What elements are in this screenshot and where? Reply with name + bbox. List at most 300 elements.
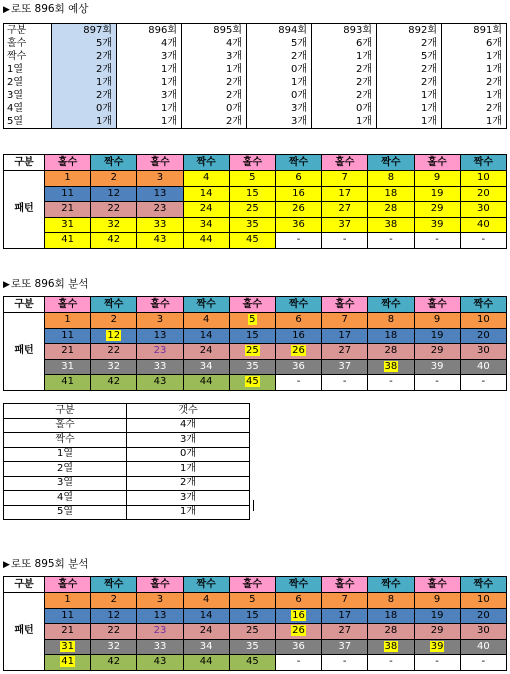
row-label: 5열 bbox=[4, 115, 52, 129]
number-cell: 33 bbox=[137, 639, 183, 655]
count-value: 1개 bbox=[127, 462, 250, 477]
number-cell: 23 bbox=[137, 344, 183, 360]
pattern-header-cell: 홀수 bbox=[322, 155, 368, 171]
column-header: 897회 bbox=[52, 24, 117, 38]
number-cell: 21 bbox=[45, 202, 91, 218]
number-cell: 24 bbox=[183, 624, 229, 640]
row-label: 3열 bbox=[4, 476, 127, 491]
number-cell: 18 bbox=[368, 186, 414, 202]
number-cell: 14 bbox=[183, 608, 229, 624]
count-cell: 3개 bbox=[247, 115, 312, 129]
column-header: 구분 bbox=[4, 404, 127, 419]
column-header: 구분 bbox=[4, 24, 52, 38]
number-cell: - bbox=[322, 655, 368, 671]
count-cell: 1개 bbox=[442, 50, 507, 63]
number-cell: 9 bbox=[414, 593, 460, 609]
number-cell: 20 bbox=[460, 608, 506, 624]
number-cell: 42 bbox=[91, 375, 137, 391]
pattern-row bbox=[4, 171, 507, 187]
number-cell: 6 bbox=[275, 313, 321, 329]
triangle-bullet-icon: ▶ bbox=[3, 280, 10, 290]
pattern-header-row bbox=[4, 297, 507, 313]
pattern-header-cell: 홀수 bbox=[229, 155, 275, 171]
number-cell: 21 bbox=[45, 344, 91, 360]
row-label: 5열 bbox=[4, 505, 127, 520]
number-cell: 10 bbox=[460, 171, 506, 187]
number-cell bbox=[229, 313, 275, 329]
count-value: 4개 bbox=[127, 418, 250, 433]
number-cell: 18 bbox=[368, 608, 414, 624]
number-cell: 34 bbox=[183, 359, 229, 375]
pattern-header-cell: 홀수 bbox=[45, 577, 91, 593]
count-cell: 4개 bbox=[117, 37, 182, 50]
count-value: 2개 bbox=[127, 476, 250, 491]
row-label: 홀수 bbox=[4, 418, 127, 433]
number-cell: 25 bbox=[229, 624, 275, 640]
pattern-chart-prediction bbox=[3, 154, 507, 249]
row-label: 2열 bbox=[4, 76, 52, 89]
number-cell: 31 bbox=[45, 359, 91, 375]
number-cell: 17 bbox=[322, 186, 368, 202]
number-cell: 41 bbox=[45, 233, 91, 249]
number-cell: 28 bbox=[368, 202, 414, 218]
pattern-header-label: 구분 bbox=[4, 297, 45, 313]
number-cell: 45 bbox=[229, 655, 275, 671]
pattern-header-cell: 짝수 bbox=[275, 577, 321, 593]
pattern-header-cell: 홀수 bbox=[229, 297, 275, 313]
number-cell: 11 bbox=[45, 186, 91, 202]
number-cell: 1 bbox=[45, 313, 91, 329]
count-cell: 3개 bbox=[117, 50, 182, 63]
number-cell: 28 bbox=[368, 624, 414, 640]
number-cell: 10 bbox=[460, 313, 506, 329]
count-cell: 1개 bbox=[312, 50, 377, 63]
number-cell: 36 bbox=[275, 639, 321, 655]
pattern-header-cell: 홀수 bbox=[137, 577, 183, 593]
column-header: 895회 bbox=[182, 24, 247, 38]
pattern-header-cell: 짝수 bbox=[183, 577, 229, 593]
number-cell: 20 bbox=[460, 328, 506, 344]
pattern-label: 패턴 bbox=[4, 171, 45, 249]
number-cell: 8 bbox=[368, 593, 414, 609]
number-cell: 40 bbox=[460, 639, 506, 655]
number-cell: 30 bbox=[460, 202, 506, 218]
number-cell: 3 bbox=[137, 313, 183, 329]
number-cell: 37 bbox=[322, 639, 368, 655]
prediction-row bbox=[4, 50, 507, 63]
count-header-row bbox=[4, 404, 250, 419]
number-cell: 13 bbox=[137, 328, 183, 344]
number-cell: 1 bbox=[45, 593, 91, 609]
count-row bbox=[4, 491, 250, 506]
pattern-header-cell: 짝수 bbox=[460, 577, 506, 593]
count-value: 0개 bbox=[127, 447, 250, 462]
pattern-chart-895 bbox=[3, 576, 507, 671]
number-cell: 44 bbox=[183, 375, 229, 391]
column-header: 893회 bbox=[312, 24, 377, 38]
number-cell bbox=[45, 639, 91, 655]
row-label: 홀수 bbox=[4, 37, 52, 50]
count-cell: 0개 bbox=[52, 102, 117, 115]
number-cell: 27 bbox=[322, 624, 368, 640]
number-cell: 38 bbox=[368, 217, 414, 233]
number-cell bbox=[229, 344, 275, 360]
number-cell: 6 bbox=[275, 171, 321, 187]
triangle-bullet-icon: ▶ bbox=[3, 5, 10, 15]
number-cell: 41 bbox=[45, 375, 91, 391]
pattern-row bbox=[4, 375, 507, 391]
pattern-header-cell: 짝수 bbox=[275, 297, 321, 313]
pattern-header-cell: 짝수 bbox=[368, 297, 414, 313]
prediction-row bbox=[4, 115, 507, 129]
count-cell: 1개 bbox=[377, 89, 442, 102]
prediction-heading bbox=[3, 2, 88, 16]
number-cell: - bbox=[322, 233, 368, 249]
pattern-row bbox=[4, 359, 507, 375]
number-cell: 37 bbox=[322, 359, 368, 375]
number-cell bbox=[275, 624, 321, 640]
column-header: 894회 bbox=[247, 24, 312, 38]
number-cell: - bbox=[414, 233, 460, 249]
number-cell: 10 bbox=[460, 593, 506, 609]
number-cell: 8 bbox=[368, 171, 414, 187]
count-table-896 bbox=[3, 403, 250, 520]
triangle-bullet-icon: ▶ bbox=[3, 560, 10, 570]
row-label: 짝수 bbox=[4, 50, 52, 63]
prediction-row bbox=[4, 76, 507, 89]
row-label: 짝수 bbox=[4, 433, 127, 448]
number-cell bbox=[275, 344, 321, 360]
number-cell: 32 bbox=[91, 359, 137, 375]
pattern-header-cell: 홀수 bbox=[137, 155, 183, 171]
count-cell: 6개 bbox=[312, 37, 377, 50]
number-cell: 16 bbox=[275, 328, 321, 344]
count-row bbox=[4, 418, 250, 433]
winning-number: 38 bbox=[384, 640, 398, 652]
count-cell: 5개 bbox=[247, 37, 312, 50]
count-cell: 5개 bbox=[377, 50, 442, 63]
number-cell: 9 bbox=[414, 313, 460, 329]
analysis-896-heading bbox=[3, 277, 88, 291]
number-cell: 31 bbox=[45, 217, 91, 233]
prediction-row bbox=[4, 63, 507, 76]
number-cell: 39 bbox=[414, 359, 460, 375]
number-cell: 16 bbox=[275, 186, 321, 202]
count-cell: 1개 bbox=[442, 89, 507, 102]
number-cell: 20 bbox=[460, 186, 506, 202]
count-value: 3개 bbox=[127, 491, 250, 506]
number-cell: 23 bbox=[137, 624, 183, 640]
number-cell: - bbox=[460, 375, 506, 391]
count-cell: 1개 bbox=[312, 115, 377, 129]
count-value: 3개 bbox=[127, 433, 250, 448]
number-cell: 30 bbox=[460, 344, 506, 360]
number-cell: 8 bbox=[368, 313, 414, 329]
pattern-header-row bbox=[4, 577, 507, 593]
row-label: 1열 bbox=[4, 63, 52, 76]
prediction-row bbox=[4, 102, 507, 115]
number-cell bbox=[45, 655, 91, 671]
pattern-row bbox=[4, 624, 507, 640]
count-cell: 0개 bbox=[247, 89, 312, 102]
pattern-header-cell: 짝수 bbox=[460, 297, 506, 313]
number-cell: - bbox=[275, 655, 321, 671]
count-cell: 2개 bbox=[182, 76, 247, 89]
pattern-header-cell: 홀수 bbox=[414, 155, 460, 171]
winning-number: 16 bbox=[292, 609, 305, 621]
number-cell: 9 bbox=[414, 171, 460, 187]
number-cell: 18 bbox=[368, 328, 414, 344]
count-cell: 3개 bbox=[247, 102, 312, 115]
pattern-row bbox=[4, 186, 507, 202]
pattern-header-cell: 짝수 bbox=[275, 155, 321, 171]
count-cell: 2개 bbox=[442, 102, 507, 115]
count-cell: 2개 bbox=[377, 63, 442, 76]
row-label: 4열 bbox=[4, 491, 127, 506]
number-cell: 4 bbox=[183, 171, 229, 187]
pattern-header-label: 구분 bbox=[4, 155, 45, 171]
count-cell: 2개 bbox=[442, 76, 507, 89]
count-cell: 0개 bbox=[312, 102, 377, 115]
analysis-896-heading-text: 로또 896회 분석 bbox=[10, 278, 89, 290]
number-cell: 43 bbox=[137, 655, 183, 671]
number-cell: - bbox=[414, 375, 460, 391]
row-label: 2열 bbox=[4, 462, 127, 477]
pattern-header-cell: 짝수 bbox=[368, 577, 414, 593]
pattern-row bbox=[4, 593, 507, 609]
number-cell: 32 bbox=[91, 217, 137, 233]
pattern-header-cell: 짝수 bbox=[183, 297, 229, 313]
number-cell: 3 bbox=[137, 171, 183, 187]
number-cell: 15 bbox=[229, 608, 275, 624]
count-row bbox=[4, 505, 250, 520]
analysis-895-heading-text: 로또 895회 분석 bbox=[10, 558, 89, 570]
number-cell: 30 bbox=[460, 624, 506, 640]
count-row bbox=[4, 433, 250, 448]
column-header: 갯수 bbox=[127, 404, 250, 419]
number-cell: 32 bbox=[91, 639, 137, 655]
pattern-header-cell: 짝수 bbox=[91, 297, 137, 313]
row-label: 1열 bbox=[4, 447, 127, 462]
number-cell: 11 bbox=[45, 608, 91, 624]
count-cell: 1개 bbox=[52, 76, 117, 89]
number-cell: 44 bbox=[183, 655, 229, 671]
pattern-header-cell: 짝수 bbox=[91, 577, 137, 593]
number-cell: 43 bbox=[137, 375, 183, 391]
number-cell: 40 bbox=[460, 359, 506, 375]
count-cell: 1개 bbox=[182, 63, 247, 76]
winning-number: 26 bbox=[292, 625, 305, 637]
number-cell: 45 bbox=[229, 233, 275, 249]
number-cell: 37 bbox=[322, 217, 368, 233]
count-cell: 2개 bbox=[182, 89, 247, 102]
number-cell: 14 bbox=[183, 186, 229, 202]
number-cell: 17 bbox=[322, 328, 368, 344]
pattern-header-cell: 짝수 bbox=[183, 155, 229, 171]
number-cell: 33 bbox=[137, 359, 183, 375]
number-cell: 21 bbox=[45, 624, 91, 640]
number-cell: 24 bbox=[183, 344, 229, 360]
analysis-895-heading bbox=[3, 557, 88, 571]
pattern-header-cell: 홀수 bbox=[322, 577, 368, 593]
number-cell: 22 bbox=[91, 344, 137, 360]
number-cell: 27 bbox=[322, 344, 368, 360]
number-cell: 14 bbox=[183, 328, 229, 344]
pattern-row bbox=[4, 344, 507, 360]
count-cell: 3개 bbox=[117, 89, 182, 102]
count-cell: 2개 bbox=[52, 89, 117, 102]
prediction-table bbox=[3, 23, 507, 129]
column-header: 892회 bbox=[377, 24, 442, 38]
number-cell: 27 bbox=[322, 202, 368, 218]
number-cell: 29 bbox=[414, 344, 460, 360]
count-cell: 1개 bbox=[377, 115, 442, 129]
pattern-label: 패턴 bbox=[4, 593, 45, 671]
column-header: 891회 bbox=[442, 24, 507, 38]
prediction-row bbox=[4, 37, 507, 50]
number-cell: - bbox=[322, 375, 368, 391]
row-label: 3열 bbox=[4, 89, 52, 102]
count-cell: 3개 bbox=[182, 50, 247, 63]
number-cell: 15 bbox=[229, 186, 275, 202]
pattern-row bbox=[4, 313, 507, 329]
winning-number: 38 bbox=[384, 360, 398, 372]
winning-number: 5 bbox=[249, 314, 256, 326]
number-cell bbox=[368, 359, 414, 375]
number-cell: 29 bbox=[414, 624, 460, 640]
number-cell: 36 bbox=[275, 217, 321, 233]
number-cell: 2 bbox=[91, 313, 137, 329]
number-cell: 19 bbox=[414, 328, 460, 344]
count-cell: 1개 bbox=[117, 115, 182, 129]
number-cell: - bbox=[275, 375, 321, 391]
count-cell: 2개 bbox=[312, 89, 377, 102]
pattern-header-cell: 홀수 bbox=[45, 297, 91, 313]
number-cell: 42 bbox=[91, 233, 137, 249]
number-cell: 7 bbox=[322, 313, 368, 329]
pattern-row bbox=[4, 217, 507, 233]
number-cell bbox=[414, 639, 460, 655]
count-cell: 2개 bbox=[312, 76, 377, 89]
number-cell: 36 bbox=[275, 359, 321, 375]
pattern-header-row bbox=[4, 155, 507, 171]
number-cell: 44 bbox=[183, 233, 229, 249]
pattern-header-cell: 홀수 bbox=[414, 297, 460, 313]
number-cell: 35 bbox=[229, 359, 275, 375]
number-cell: 2 bbox=[91, 593, 137, 609]
number-cell: - bbox=[368, 375, 414, 391]
pattern-header-label: 구분 bbox=[4, 577, 45, 593]
pattern-header-cell: 짝수 bbox=[368, 155, 414, 171]
number-cell: 40 bbox=[460, 217, 506, 233]
pattern-header-cell: 짝수 bbox=[460, 155, 506, 171]
number-cell: 5 bbox=[229, 593, 275, 609]
winning-number: 12 bbox=[107, 329, 121, 341]
number-cell: 42 bbox=[91, 655, 137, 671]
number-cell: - bbox=[460, 233, 506, 249]
number-cell: 24 bbox=[183, 202, 229, 218]
pattern-header-cell: 짝수 bbox=[91, 155, 137, 171]
number-cell: 26 bbox=[275, 202, 321, 218]
number-cell: - bbox=[275, 233, 321, 249]
number-cell: 43 bbox=[137, 233, 183, 249]
count-cell: 2개 bbox=[247, 50, 312, 63]
count-row bbox=[4, 476, 250, 491]
number-cell: - bbox=[414, 655, 460, 671]
prediction-heading-text: 로또 896회 예상 bbox=[10, 3, 89, 15]
number-cell: 17 bbox=[322, 608, 368, 624]
count-cell: 1개 bbox=[377, 102, 442, 115]
number-cell: 4 bbox=[183, 313, 229, 329]
number-cell: 12 bbox=[91, 608, 137, 624]
pattern-chart-896 bbox=[3, 296, 507, 391]
count-cell: 6개 bbox=[442, 37, 507, 50]
number-cell: 39 bbox=[414, 217, 460, 233]
winning-number: 41 bbox=[61, 656, 74, 668]
prediction-header-row bbox=[4, 24, 507, 38]
pattern-header-cell: 홀수 bbox=[322, 297, 368, 313]
number-cell: 12 bbox=[91, 186, 137, 202]
number-cell: 33 bbox=[137, 217, 183, 233]
number-cell: 35 bbox=[229, 639, 275, 655]
column-header: 896회 bbox=[117, 24, 182, 38]
number-cell: 34 bbox=[183, 639, 229, 655]
number-cell: 23 bbox=[137, 202, 183, 218]
prediction-row bbox=[4, 89, 507, 102]
number-cell: 13 bbox=[137, 186, 183, 202]
count-cell: 2개 bbox=[377, 37, 442, 50]
count-row bbox=[4, 462, 250, 477]
pattern-header-cell: 홀수 bbox=[137, 297, 183, 313]
number-cell: 11 bbox=[45, 328, 91, 344]
count-row bbox=[4, 447, 250, 462]
count-cell: 1개 bbox=[52, 115, 117, 129]
number-cell: 5 bbox=[229, 171, 275, 187]
row-label: 4열 bbox=[4, 102, 52, 115]
number-cell: - bbox=[368, 655, 414, 671]
number-cell: 7 bbox=[322, 171, 368, 187]
number-cell: 1 bbox=[45, 171, 91, 187]
pattern-row bbox=[4, 608, 507, 624]
number-cell: 19 bbox=[414, 186, 460, 202]
count-value: 1개 bbox=[127, 505, 250, 520]
winning-number: 25 bbox=[245, 345, 259, 357]
count-cell: 0개 bbox=[182, 102, 247, 115]
number-cell: 7 bbox=[322, 593, 368, 609]
count-cell: 2개 bbox=[52, 63, 117, 76]
number-cell: 34 bbox=[183, 217, 229, 233]
count-cell: 4개 bbox=[182, 37, 247, 50]
pattern-row bbox=[4, 233, 507, 249]
number-cell bbox=[368, 639, 414, 655]
number-cell: 19 bbox=[414, 608, 460, 624]
pattern-label: 패턴 bbox=[4, 313, 45, 391]
text-cursor bbox=[253, 500, 254, 511]
pattern-row bbox=[4, 202, 507, 218]
number-cell bbox=[275, 608, 321, 624]
number-cell: 25 bbox=[229, 202, 275, 218]
count-cell: 0개 bbox=[247, 63, 312, 76]
number-cell: 28 bbox=[368, 344, 414, 360]
count-cell: 2개 bbox=[52, 50, 117, 63]
number-cell: - bbox=[460, 655, 506, 671]
count-cell: 1개 bbox=[117, 63, 182, 76]
count-cell: 2개 bbox=[312, 63, 377, 76]
winning-number: 45 bbox=[245, 376, 259, 388]
number-cell: 6 bbox=[275, 593, 321, 609]
count-cell: 1개 bbox=[442, 63, 507, 76]
number-cell bbox=[229, 375, 275, 391]
